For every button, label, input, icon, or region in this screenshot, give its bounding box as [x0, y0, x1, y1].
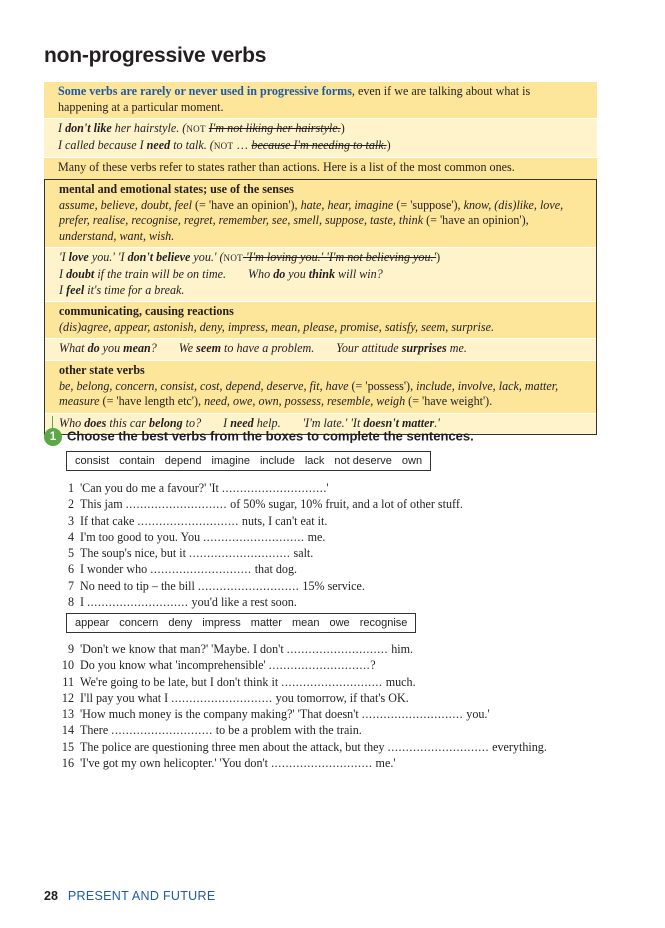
answer-blank[interactable]: ............................: [125, 497, 228, 512]
item-number: 1: [67, 481, 74, 495]
intro-example-1: I don't like her hairstyle. (NOT I'm not liking her hairstyle.): [58, 121, 345, 136]
section-list: be, belong, concern, consist, cost, depend, deserve, fit, have (= 'possess'), include, involve, lack, matter, measure (= 'have length etc'), need, owe, own, possess, resemble, weigh (= 'have weight').: [59, 378, 559, 409]
item-text: This jam: [80, 497, 126, 512]
exercise-item: [44, 641, 547, 657]
answer-blank[interactable]: ............................: [111, 723, 213, 738]
item-text: 'I've got my own helicopter.' 'You don't: [80, 756, 272, 771]
answer-blank[interactable]: ............................: [286, 642, 389, 656]
item-text: to be a problem with the train.: [212, 723, 362, 738]
answer-blank[interactable]: ............................: [203, 529, 305, 544]
section-mental: [45, 180, 596, 247]
item-text: We're going to be late, but I don't think it: [80, 674, 282, 689]
exercise-item: [44, 496, 463, 512]
word-option: contain: [119, 455, 155, 467]
item-text: everything.: [489, 739, 547, 754]
word-box-1: [66, 451, 431, 471]
intro-examples: [44, 118, 597, 157]
answer-blank[interactable]: ............................: [87, 595, 189, 610]
exercise-item: [44, 529, 463, 545]
exercise-item: [44, 594, 463, 610]
item-text: ?: [370, 658, 376, 673]
exercise-item: [44, 657, 547, 673]
item-text: No need to tip – the bill: [80, 578, 198, 593]
page-footer: [44, 889, 215, 903]
item-number: 15: [61, 739, 74, 754]
word-option: appear: [75, 617, 110, 629]
word-option: not deserve: [334, 455, 392, 467]
word-option: depend: [164, 455, 202, 467]
answer-blank[interactable]: ............................: [361, 707, 464, 722]
word-option: deny: [168, 617, 193, 629]
item-text: 'How much money is the company making?' 'That doesn't: [80, 707, 362, 722]
item-number: 12: [61, 690, 74, 705]
word-box-2: [66, 613, 416, 633]
answer-blank[interactable]: ............................: [387, 739, 490, 754]
section-list: (dis)agree, appear, astonish, deny, impress, mean, please, promise, satisfy, seem, surprise.: [59, 319, 495, 334]
answer-blank[interactable]: ............................: [171, 690, 273, 705]
answer-blank[interactable]: ............................: [268, 658, 371, 673]
item-text: .': [323, 481, 329, 495]
exercise-item: [44, 706, 547, 722]
item-number: 7: [67, 578, 74, 593]
answer-blank[interactable]: ............................: [150, 562, 252, 577]
exercise-item: [44, 513, 463, 529]
section-communicating-examples: What do you mean? We seem to have a problem. Your attitude surprises me.: [45, 338, 596, 360]
section-heading: other state verbs: [59, 362, 145, 377]
item-text: you tomorrow, if that's OK.: [272, 690, 409, 705]
item-text: I'll pay you what I: [80, 690, 172, 705]
item-text: 'Don't we know that man?' 'Maybe. I don't: [80, 642, 287, 656]
item-text: 'Can you do me a favour?' 'It: [80, 481, 222, 495]
word-option: include: [259, 455, 295, 467]
section-heading: communicating, causing reactions: [59, 304, 234, 319]
section-other: [45, 360, 596, 413]
exercise-heading: [44, 428, 474, 446]
item-number: 2: [67, 497, 74, 512]
answer-blank[interactable]: ............................: [197, 578, 300, 593]
answer-blank[interactable]: ............................: [137, 513, 239, 528]
word-option: imagine: [211, 455, 250, 467]
item-text: I: [80, 595, 88, 610]
item-text: nuts, I can't eat it.: [238, 513, 328, 528]
item-number: 5: [67, 546, 74, 561]
page-title: non-progressive verbs: [44, 44, 267, 67]
section-mental-examples: 'I love you.' 'I don't believe you.' (NOT 'I'm loving you.' 'I'm not believing you.') I doubt if the train will be on time. Who do you think will win? I feel it's time for a break.: [45, 247, 596, 301]
word-option: recognise: [359, 617, 408, 629]
item-text: salt.: [290, 546, 314, 561]
exercise-item: [44, 674, 547, 690]
item-text: you.': [463, 707, 490, 722]
item-text: There: [80, 723, 112, 738]
word-option: concern: [119, 617, 159, 629]
exercise-number-badge: 1: [44, 428, 62, 446]
page-number: 28: [44, 889, 58, 903]
answer-blank[interactable]: ............................: [281, 674, 383, 689]
item-number: 9: [67, 642, 74, 656]
word-option: own: [401, 455, 423, 467]
exercise-item: [44, 755, 547, 771]
answer-blank[interactable]: ............................: [189, 546, 291, 561]
item-number: 11: [62, 674, 74, 689]
exercise-item: [44, 545, 463, 561]
item-number: 10: [61, 658, 74, 673]
item-text: me.': [372, 756, 396, 771]
section-list: assume, believe, doubt, feel (= 'have an opinion'), hate, hear, imagine (= 'suppose'), know, (dis)like, love, prefer, realise, recognise, regret, remember, see, smell, suppose, taste, think (= 'have an opinion'), understand, want, wish.: [59, 197, 564, 243]
section-heading: mental and emotional states; use of the senses: [59, 182, 294, 196]
item-text: The police are questioning three men about the attack, but they: [80, 739, 388, 754]
exercise-item: [44, 722, 547, 738]
item-text: Do you know what 'incomprehensible': [80, 658, 269, 673]
item-text: of 50% sugar, 10% fruit, and a lot of other stuff.: [227, 497, 463, 512]
item-text: me.: [304, 529, 326, 544]
item-text: much.: [382, 674, 416, 689]
item-number: 16: [61, 756, 74, 771]
exercise-instruction: Choose the best verbs from the boxes to complete the sentences.: [67, 428, 474, 444]
exercise-item: [44, 690, 547, 706]
section-communicating: [45, 301, 596, 338]
intro-lead: Some verbs are rarely or never used in progressive forms, even if we are talking about what is happening at a particular moment.: [44, 82, 597, 118]
item-number: 13: [61, 707, 74, 722]
item-text: that dog.: [251, 562, 298, 577]
word-option: owe: [329, 617, 350, 629]
intro-example-2: I called because I need to talk. (NOT … because I'm needing to talk.): [58, 137, 391, 152]
exercise-list-2: [44, 641, 547, 771]
word-option: mean: [291, 617, 320, 629]
item-text: The soup's nice, but it: [80, 546, 189, 561]
exercise-item: [44, 739, 547, 755]
item-number: 4: [67, 529, 74, 544]
answer-blank[interactable]: ............................: [271, 756, 373, 771]
item-number: 6: [67, 562, 74, 577]
item-text: If that cake: [80, 513, 138, 528]
word-option: consist: [75, 455, 110, 467]
item-text: him.: [388, 642, 414, 656]
exercise-list-1: [44, 480, 463, 610]
exercise-item: [44, 578, 463, 594]
item-number: 14: [61, 723, 74, 738]
item-text: I'm too good to you. You: [80, 529, 204, 544]
answer-blank[interactable]: ............................: [221, 481, 324, 495]
section-other-examples: Who does this car belong to? I need help. 'I'm late.' 'It doesn't matter.': [45, 413, 596, 435]
item-number: 8: [67, 595, 74, 610]
exercise-item: [44, 480, 463, 496]
exercise-item: [44, 561, 463, 577]
verb-categories-box: [44, 179, 597, 435]
word-option: matter: [250, 617, 282, 629]
item-text: I wonder who: [80, 562, 151, 577]
intro-note: Many of these verbs refer to states rather than actions. Here is a list of the most common ones.: [44, 157, 597, 179]
item-text: 15% service.: [299, 578, 365, 593]
item-text: you'd like a rest soon.: [188, 595, 297, 610]
word-option: lack: [304, 455, 325, 467]
intro-panel: [44, 82, 597, 179]
section-title: PRESENT AND FUTURE: [67, 889, 216, 903]
word-option: impress: [202, 617, 241, 629]
item-number: 3: [67, 513, 74, 528]
